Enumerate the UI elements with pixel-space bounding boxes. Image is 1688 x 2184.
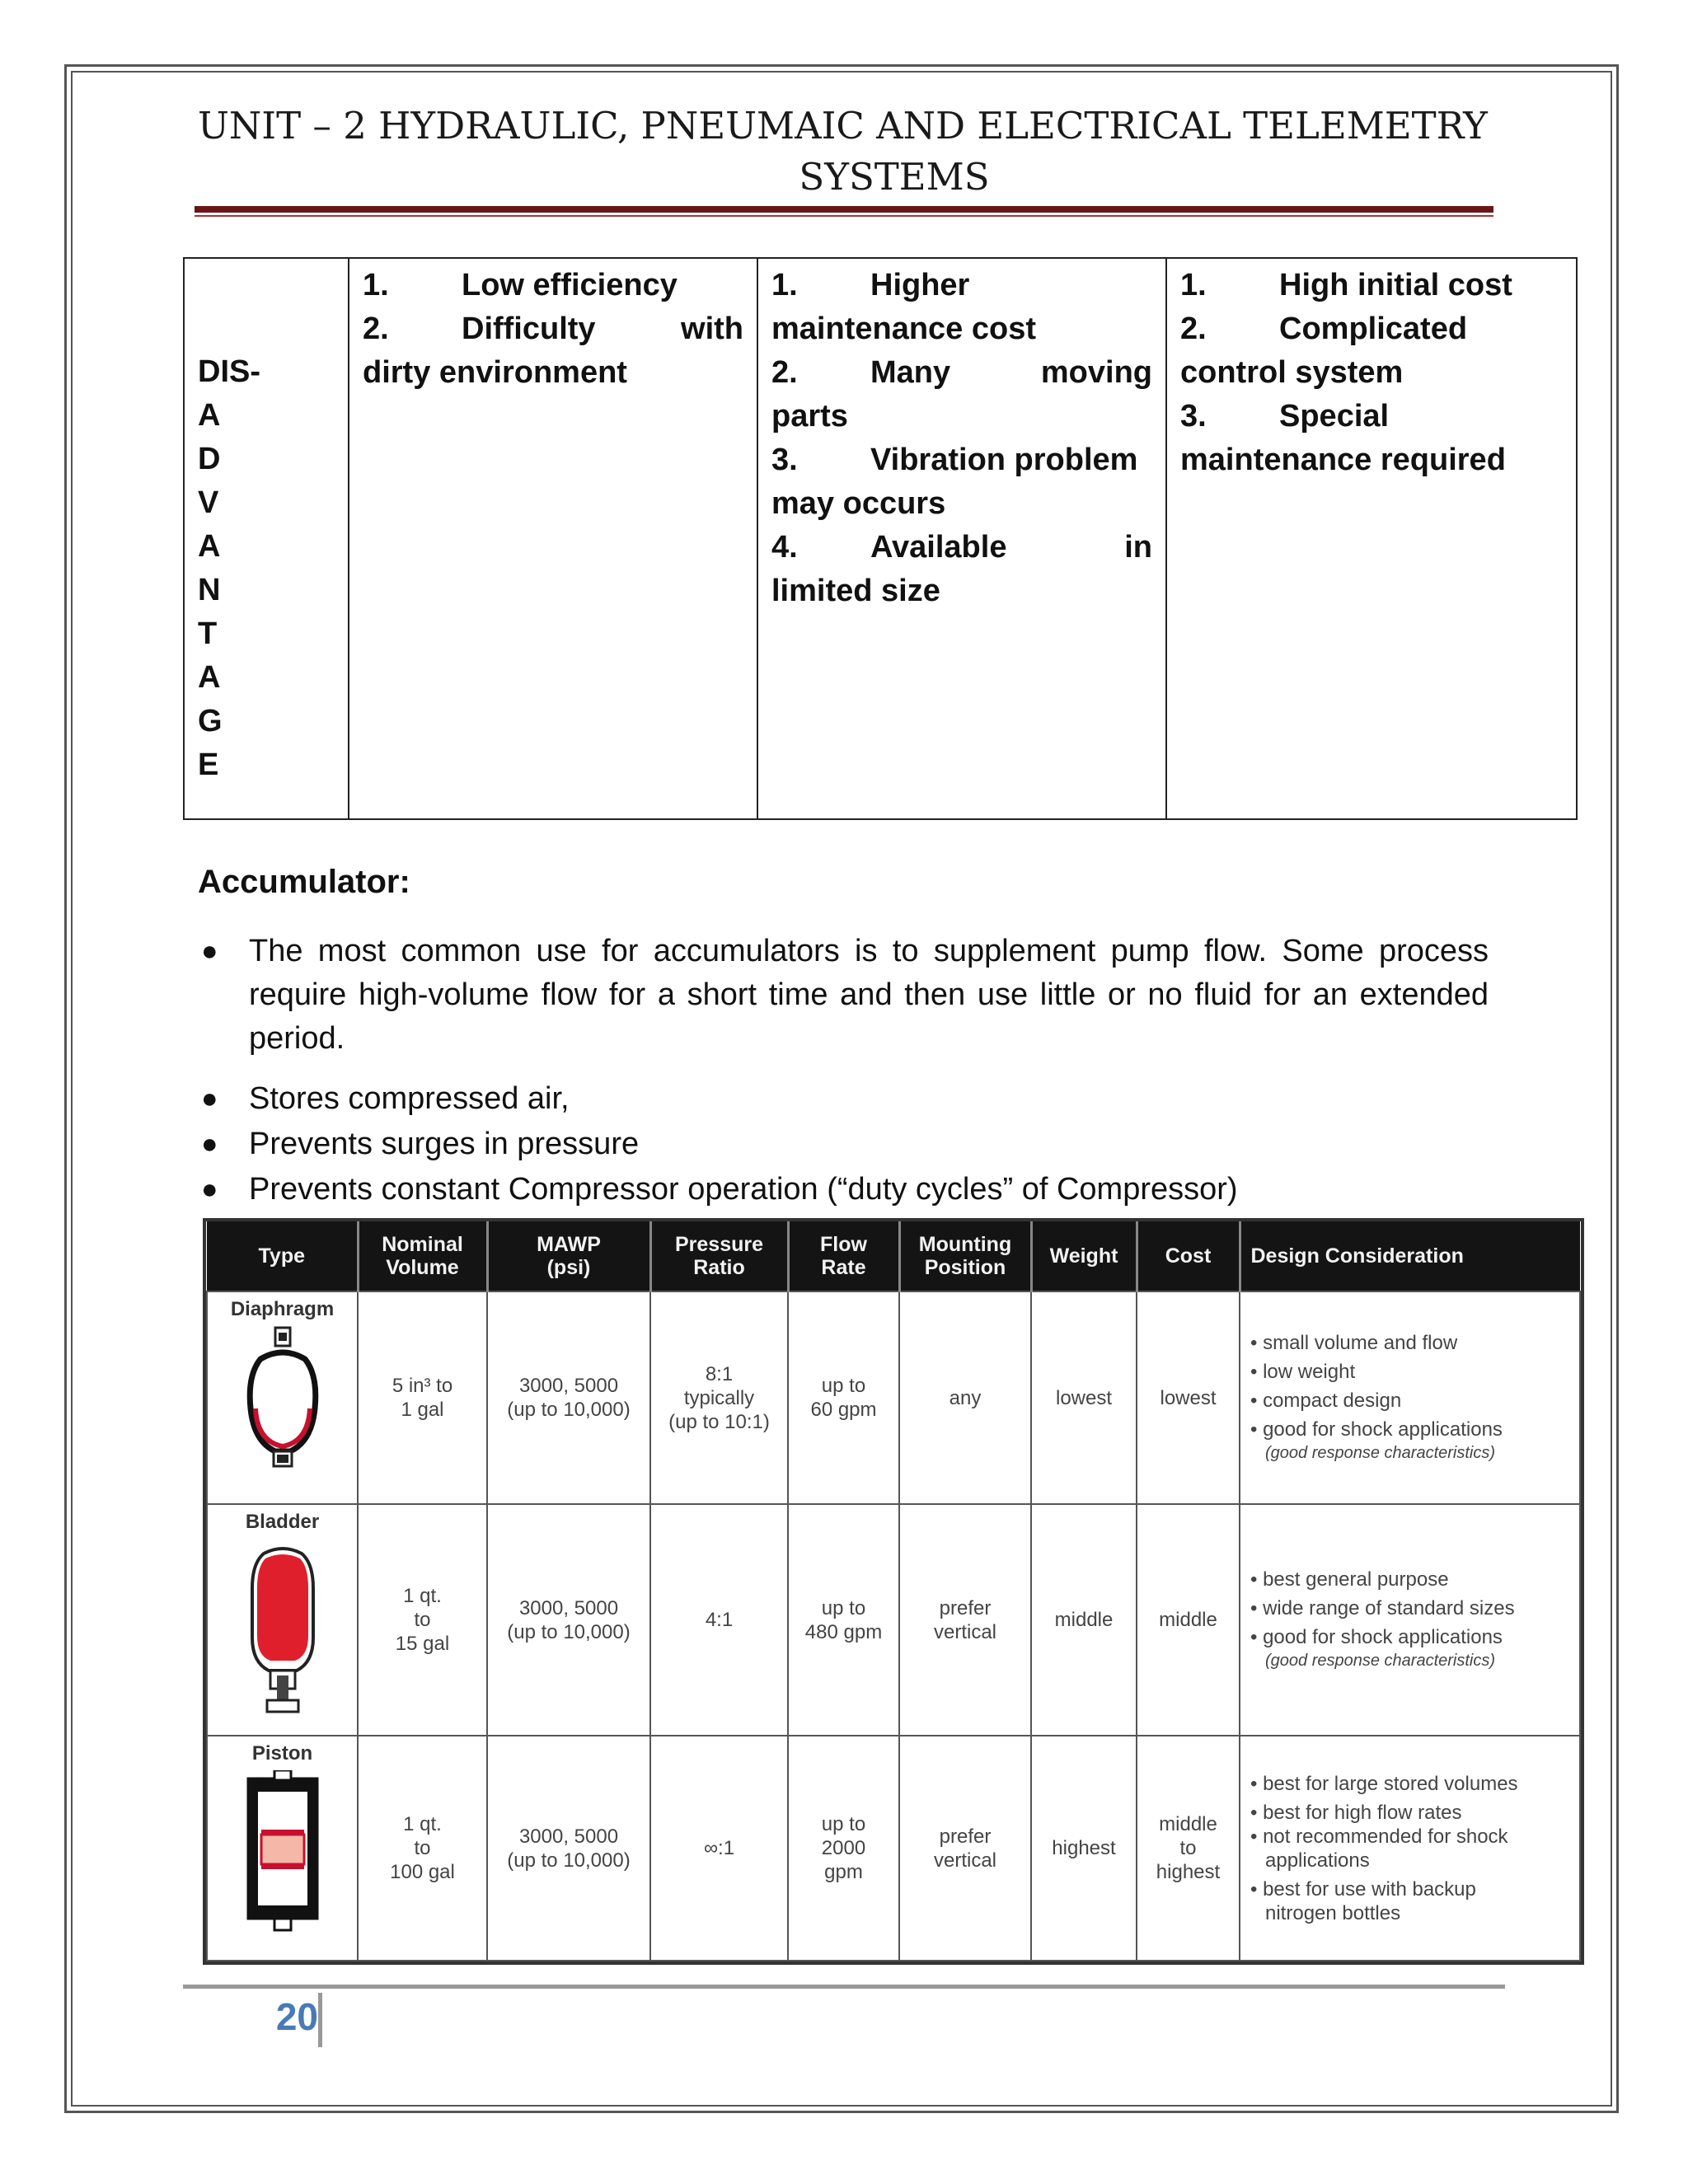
list-item: 4. Available in (771, 530, 1152, 565)
list-item: 3. Vibration problem (771, 443, 1138, 477)
list-item-continuation: maintenance cost (771, 312, 1036, 346)
mawp-cell: 3000, 5000 (up to 10,000) (487, 1736, 650, 1961)
header-volume: Nominal Volume (358, 1221, 487, 1291)
flow-cell: up to 480 gpm (788, 1504, 899, 1736)
label-letter: T (198, 616, 218, 651)
list-item-continuation: parts (771, 399, 848, 434)
label-letter: A (198, 397, 221, 433)
piston-accumulator-icon (243, 1770, 322, 1935)
mawp-cell: 3000, 5000 (up to 10,000) (487, 1504, 650, 1736)
list-item: 2. Complicated (1180, 312, 1468, 346)
header-mounting: Mounting Position (899, 1221, 1031, 1291)
footer-rule (183, 1985, 1505, 1989)
table-header-row (207, 1221, 1580, 1291)
label-letter: V (198, 485, 219, 520)
header-flow-rate: Flow Rate (788, 1221, 899, 1291)
list-item: 1. High initial cost (1180, 268, 1512, 302)
ratio-cell: 4:1 (650, 1504, 788, 1736)
bullet-icon: ● (201, 1083, 218, 1114)
label-letter: D (198, 441, 221, 476)
header-pressure-ratio: Pressure Ratio (650, 1221, 788, 1291)
accumulator-heading: Accumulator: (198, 864, 410, 900)
header-rule-thin (195, 215, 1493, 217)
bullet-icon: ● (201, 1128, 218, 1160)
label-letter: G (198, 703, 223, 738)
volume-cell: 1 qt. to 100 gal (358, 1736, 487, 1961)
flow-cell: up to 2000 gpm (788, 1736, 899, 1961)
type-cell: Piston (207, 1736, 358, 1961)
ratio-cell: ∞:1 (650, 1736, 788, 1961)
header-rule (195, 206, 1493, 213)
mounting-cell: prefer vertical (899, 1504, 1031, 1736)
list-item: 2. Many moving (771, 355, 1152, 390)
label-letter: E (198, 747, 219, 782)
list-item-continuation: maintenance required (1180, 443, 1506, 477)
header-design: Design Consideration (1240, 1221, 1580, 1291)
bullet-icon: ● (201, 935, 218, 967)
ratio-cell: 8:1 typically (up to 10:1) (650, 1291, 788, 1504)
list-item-continuation: may occurs (771, 486, 946, 521)
mawp-cell: 3000, 5000 (up to 10,000) (487, 1291, 650, 1504)
diaphragm-accumulator-icon (246, 1326, 320, 1474)
disadvantage-label-top: DIS- (198, 354, 260, 389)
cost-cell: middle (1137, 1504, 1240, 1736)
volume-cell: 5 in³ to 1 gal (358, 1291, 487, 1504)
electrical-disadvantages (1166, 258, 1577, 819)
bladder-accumulator-icon (246, 1539, 320, 1720)
list-item: 1. Low efficiency (363, 268, 678, 302)
table-row (207, 1736, 1580, 1961)
bullet-icon: ● (201, 1174, 218, 1205)
list-item: ● Stores compressed air, (198, 1077, 1489, 1121)
weight-cell: lowest (1031, 1291, 1137, 1504)
cost-cell: middle to highest (1137, 1736, 1240, 1961)
table-row (207, 1504, 1580, 1736)
table-row (207, 1291, 1580, 1504)
header-type: Type (207, 1221, 358, 1291)
mounting-cell: prefer vertical (899, 1736, 1031, 1961)
disadvantage-label-cell (184, 258, 349, 819)
design-cell: • best for large stored volumes • best for high flow rates • not recommended for shock applications • best for use with backup nitrogen bottles (1240, 1736, 1580, 1961)
design-cell: • small volume and flow • low weight • compact design • good for shock applications (good response characteristics) (1240, 1291, 1580, 1504)
unit-title-line-2: SYSTEMS (799, 155, 990, 199)
list-item: 2. Difficulty with (363, 312, 743, 346)
type-cell: Bladder (207, 1504, 358, 1736)
unit-title-line-1: UNIT – 2 HYDRAULIC, PNEUMAIC AND ELECTRICAL TELEMETRY (198, 104, 1488, 148)
list-item-continuation: limited size (771, 574, 940, 608)
disadvantage-table (183, 257, 1578, 820)
volume-cell: 1 qt. to 15 gal (358, 1504, 487, 1736)
header-cost: Cost (1137, 1221, 1240, 1291)
list-item: ● Prevents constant Compressor operation (“duty cycles” of Compressor) (198, 1168, 1489, 1212)
list-item: ● Prevents surges in pressure (198, 1122, 1489, 1166)
list-item-continuation: dirty environment (363, 355, 627, 390)
type-cell: Diaphragm (207, 1291, 358, 1504)
hydraulic-disadvantages (349, 258, 757, 819)
page-number-divider (318, 1993, 322, 2047)
page-number: 20 (275, 1995, 318, 2038)
label-letter: N (198, 572, 221, 607)
header-weight: Weight (1031, 1221, 1137, 1291)
accumulator-bullet-list (198, 930, 1489, 1213)
weight-cell: middle (1031, 1504, 1137, 1736)
label-letter: A (198, 528, 221, 564)
disadvantage-row (184, 258, 1577, 819)
label-letter: A (198, 659, 221, 695)
unit-header (198, 101, 1492, 203)
cost-cell: lowest (1137, 1291, 1240, 1504)
list-item-continuation: control system (1180, 355, 1404, 390)
accumulator-comparison-table (203, 1218, 1584, 1965)
pneumatic-disadvantages (757, 258, 1166, 819)
flow-cell: up to 60 gpm (788, 1291, 899, 1504)
mounting-cell: any (899, 1291, 1031, 1504)
header-mawp: MAWP (psi) (487, 1221, 650, 1291)
list-item: ● The most common use for accumulators is to supplement pump flow. Some process require high-volume flow for a short time and then use little or no fluid for an extended period. (198, 930, 1489, 1061)
list-item: 3. Special (1180, 399, 1390, 434)
weight-cell: highest (1031, 1736, 1137, 1961)
list-item: 1. Higher (771, 268, 970, 302)
design-cell: • best general purpose • wide range of standard sizes • good for shock applications (good response characteristics) (1240, 1504, 1580, 1736)
